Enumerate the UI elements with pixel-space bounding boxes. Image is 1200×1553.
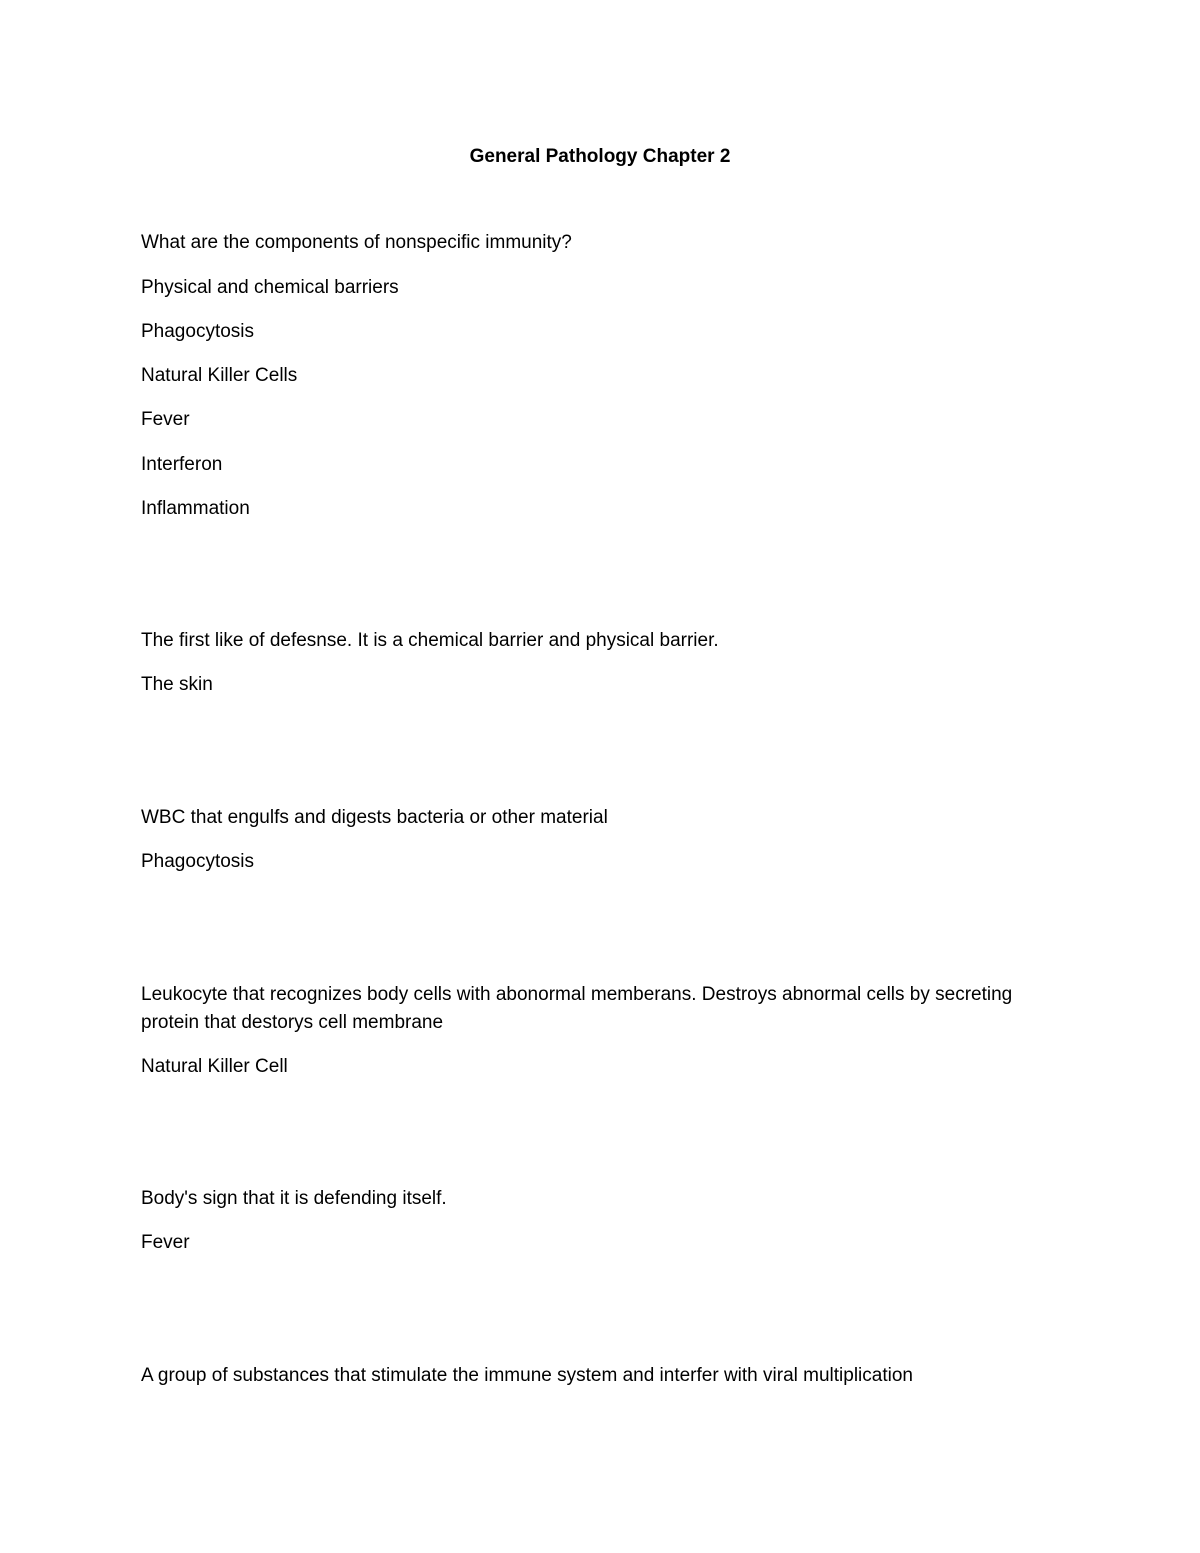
document-title: General Pathology Chapter 2: [469, 146, 731, 167]
answer-1-item-2: Phagocytosis: [141, 321, 255, 342]
answer-2: The skin: [141, 674, 213, 695]
question-2: The first like of defesnse. It is a chemical barrier and physical barrier.: [141, 630, 719, 651]
question-3: WBC that engulfs and digests bacteria or other material: [141, 807, 608, 828]
answer-1-item-1: Physical and chemical barriers: [141, 277, 399, 298]
question-4-line-2: protein that destorys cell membrane: [141, 1012, 444, 1033]
question-1: What are the components of nonspecific immunity?: [141, 232, 572, 253]
question-5: Body's sign that it is defending itself.: [141, 1188, 447, 1209]
answer-1-item-5: Interferon: [141, 454, 223, 475]
question-4-line-1: Leukocyte that recognizes body cells with abonormal memberans. Destroys abnormal cells by secreting: [141, 984, 1013, 1005]
answer-4: Natural Killer Cell: [141, 1056, 288, 1077]
answer-5: Fever: [141, 1232, 190, 1253]
answer-1-item-4: Fever: [141, 409, 190, 430]
answer-1-item-3: Natural Killer Cells: [141, 365, 298, 386]
answer-1-item-6: Inflammation: [141, 498, 250, 519]
answer-3: Phagocytosis: [141, 851, 255, 872]
question-6: A group of substances that stimulate the immune system and interfer with viral multiplication: [141, 1365, 913, 1386]
